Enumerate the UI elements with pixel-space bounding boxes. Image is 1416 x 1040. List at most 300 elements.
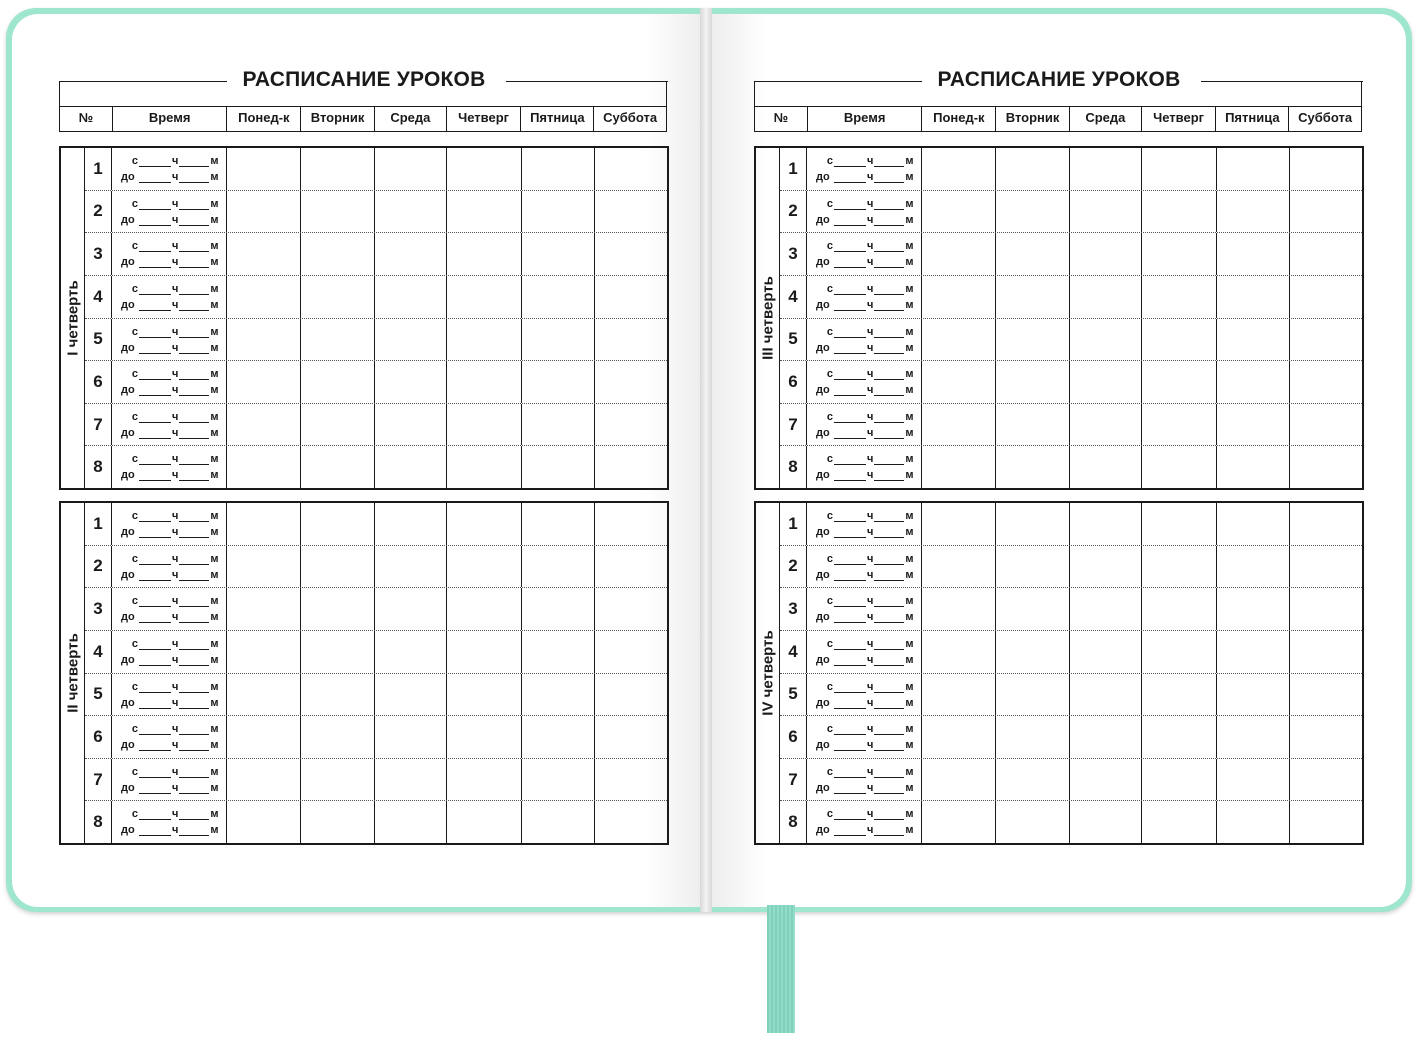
lesson-cell[interactable] [1289, 361, 1362, 403]
time-cell[interactable] [111, 503, 226, 545]
hour-blank [139, 639, 171, 650]
lesson-cell[interactable] [374, 361, 446, 403]
lesson-cell[interactable] [1069, 801, 1141, 843]
lesson-cell[interactable] [521, 716, 594, 758]
lesson-cell[interactable] [1069, 503, 1141, 545]
lesson-cell[interactable] [995, 148, 1069, 190]
title-row [754, 60, 1364, 91]
time-line [121, 762, 226, 778]
time-line [816, 650, 921, 666]
lesson-cell[interactable] [374, 191, 446, 233]
lesson-cell[interactable] [594, 233, 667, 275]
minute-blank [874, 570, 904, 581]
lesson-cell[interactable] [226, 361, 300, 403]
lesson-cell[interactable] [995, 233, 1069, 275]
time-cell[interactable] [111, 674, 226, 716]
lesson-cell[interactable] [374, 801, 446, 843]
lesson-cell[interactable] [446, 148, 521, 190]
time-cell[interactable] [111, 631, 226, 673]
lesson-cell[interactable] [1069, 148, 1141, 190]
lesson-cell[interactable] [300, 191, 374, 233]
lesson-cell[interactable] [374, 588, 446, 630]
lesson-cell[interactable] [374, 233, 446, 275]
lesson-cell[interactable] [300, 446, 374, 488]
lesson-cell[interactable] [226, 801, 300, 843]
minute-suffix: м [210, 298, 219, 311]
lesson-cell[interactable] [226, 674, 300, 716]
lesson-cell[interactable] [1141, 588, 1216, 630]
lesson-cell[interactable] [1289, 319, 1362, 361]
minute-blank [179, 454, 209, 465]
lesson-cell[interactable] [446, 801, 521, 843]
lesson-cell[interactable] [1289, 546, 1362, 588]
lesson-cell[interactable] [446, 674, 521, 716]
lesson-cell[interactable] [594, 716, 667, 758]
lesson-cell[interactable] [995, 631, 1069, 673]
lesson-cell[interactable] [1289, 446, 1362, 488]
minute-suffix: м [905, 155, 914, 167]
lesson-cell[interactable] [1289, 191, 1362, 233]
time-cell[interactable] [111, 801, 226, 843]
time-cell[interactable] [806, 361, 921, 403]
minute-blank [179, 655, 209, 666]
time-cell[interactable] [806, 801, 921, 843]
minute-blank [179, 199, 209, 210]
lesson-cell[interactable] [1216, 716, 1289, 758]
lesson-cell[interactable] [226, 319, 300, 361]
lesson-cell[interactable] [1216, 631, 1289, 673]
time-line [121, 295, 226, 311]
time-cell[interactable] [806, 148, 921, 190]
lesson-cell[interactable] [1216, 148, 1289, 190]
lesson-cell[interactable] [594, 191, 667, 233]
time-line [816, 607, 921, 623]
minute-suffix: м [210, 552, 219, 565]
lesson-cell[interactable] [1141, 503, 1216, 545]
lesson-cell[interactable] [521, 446, 594, 488]
time-cell[interactable] [111, 191, 226, 233]
lesson-cell[interactable] [921, 361, 995, 403]
time-prefix: до [816, 653, 830, 666]
time-cell[interactable] [111, 276, 226, 318]
hour-blank [139, 740, 171, 751]
lesson-cell[interactable] [921, 276, 995, 318]
hour-suffix: ч [172, 696, 179, 709]
lesson-cell[interactable] [1069, 631, 1141, 673]
time-cell[interactable] [111, 446, 226, 488]
table-row [85, 233, 667, 276]
time-prefix: с [826, 595, 833, 608]
time-cell[interactable] [111, 148, 226, 190]
lesson-cell[interactable] [521, 503, 594, 545]
lesson-cell[interactable] [521, 276, 594, 318]
lesson-cell[interactable] [1216, 503, 1289, 545]
lesson-cell[interactable] [1141, 446, 1216, 488]
lesson-cell[interactable] [921, 588, 995, 630]
minute-suffix: м [905, 510, 914, 522]
time-line [816, 522, 921, 538]
lesson-cell[interactable] [521, 361, 594, 403]
lesson-cell[interactable] [446, 446, 521, 488]
hour-suffix: ч [172, 171, 179, 183]
hour-suffix: ч [172, 469, 179, 482]
lesson-cell[interactable] [1141, 191, 1216, 233]
time-cell[interactable] [806, 319, 921, 361]
time-cell[interactable] [806, 233, 921, 275]
hour-blank [139, 428, 171, 439]
time-prefix: до [121, 526, 135, 538]
lesson-cell[interactable] [1069, 404, 1141, 446]
lesson-cell[interactable] [300, 674, 374, 716]
time-cell[interactable] [806, 588, 921, 630]
lesson-cell[interactable] [1216, 404, 1289, 446]
lesson-cell[interactable] [995, 404, 1069, 446]
hour-suffix: ч [172, 256, 179, 269]
lesson-cell[interactable] [594, 801, 667, 843]
hour-suffix: ч [867, 298, 874, 311]
lesson-cell[interactable] [921, 148, 995, 190]
lesson-cell[interactable] [374, 148, 446, 190]
lesson-cell[interactable] [446, 716, 521, 758]
time-cell[interactable] [111, 546, 226, 588]
time-prefix: до [121, 469, 135, 482]
lesson-cell[interactable] [1216, 233, 1289, 275]
lesson-cell[interactable] [995, 588, 1069, 630]
lesson-cell[interactable] [1069, 233, 1141, 275]
lesson-cell[interactable] [521, 801, 594, 843]
lesson-cell[interactable] [921, 191, 995, 233]
lesson-cell[interactable] [1216, 361, 1289, 403]
lesson-number: 5 [93, 684, 103, 704]
minute-blank [874, 612, 904, 623]
lesson-cell[interactable] [1289, 148, 1362, 190]
lesson-cell[interactable] [1141, 404, 1216, 446]
lesson-cell[interactable] [446, 759, 521, 801]
lesson-cell[interactable] [1069, 361, 1141, 403]
time-prefix: с [826, 240, 833, 253]
minute-blank [179, 783, 209, 794]
lesson-cell[interactable] [521, 546, 594, 588]
lesson-number: 6 [93, 371, 103, 391]
lesson-cell[interactable] [446, 588, 521, 630]
time-line [121, 465, 226, 481]
column-header: Среда [374, 107, 446, 131]
lesson-cell[interactable] [374, 319, 446, 361]
lesson-cell[interactable] [1069, 276, 1141, 318]
lesson-cell[interactable] [594, 674, 667, 716]
time-line [121, 591, 226, 607]
bookmark-ribbon[interactable] [767, 905, 795, 1033]
lesson-cell[interactable] [226, 276, 300, 318]
lesson-cell[interactable] [921, 631, 995, 673]
lesson-cell[interactable] [995, 446, 1069, 488]
lesson-cell[interactable] [374, 446, 446, 488]
lesson-cell[interactable] [446, 191, 521, 233]
lesson-cell[interactable] [300, 716, 374, 758]
time-cell[interactable] [111, 233, 226, 275]
lesson-cell[interactable] [446, 631, 521, 673]
lesson-cell[interactable] [446, 276, 521, 318]
lesson-cell[interactable] [446, 361, 521, 403]
lesson-cell[interactable] [226, 631, 300, 673]
time-cell[interactable] [806, 759, 921, 801]
lesson-cell[interactable] [1289, 404, 1362, 446]
hour-suffix: ч [172, 808, 179, 821]
hour-blank [834, 172, 866, 183]
lesson-cell[interactable] [995, 191, 1069, 233]
lesson-cell[interactable] [521, 588, 594, 630]
table-row [780, 503, 1362, 546]
lesson-cell[interactable] [995, 716, 1069, 758]
lesson-cell[interactable] [995, 276, 1069, 318]
lesson-cell[interactable] [300, 148, 374, 190]
time-cell[interactable] [806, 191, 921, 233]
time-line [121, 607, 226, 623]
minute-blank [874, 825, 904, 836]
lesson-cell[interactable] [1141, 319, 1216, 361]
lesson-cell[interactable] [226, 446, 300, 488]
minute-suffix: м [905, 410, 914, 423]
lesson-cell[interactable] [521, 233, 594, 275]
lesson-cell[interactable] [374, 716, 446, 758]
lesson-cell[interactable] [1141, 801, 1216, 843]
minute-blank [179, 385, 209, 396]
time-cell[interactable] [806, 276, 921, 318]
lesson-cell[interactable] [300, 319, 374, 361]
time-cell[interactable] [806, 446, 921, 488]
time-cell[interactable] [806, 404, 921, 446]
lesson-cell[interactable] [594, 148, 667, 190]
lesson-cell[interactable] [226, 759, 300, 801]
lesson-cell[interactable] [300, 361, 374, 403]
minute-blank [179, 428, 209, 439]
lesson-cell[interactable] [995, 759, 1069, 801]
lesson-cell[interactable] [1216, 191, 1289, 233]
minute-suffix: м [905, 696, 914, 709]
lesson-cell[interactable] [521, 631, 594, 673]
lesson-cell[interactable] [1289, 233, 1362, 275]
lesson-cell[interactable] [300, 801, 374, 843]
hour-blank [139, 257, 171, 268]
lesson-cell[interactable] [226, 148, 300, 190]
hour-suffix: ч [172, 595, 179, 608]
hour-blank [834, 527, 866, 538]
lesson-cell[interactable] [995, 361, 1069, 403]
lesson-cell[interactable] [521, 319, 594, 361]
lesson-cell[interactable] [1141, 674, 1216, 716]
lesson-cell[interactable] [594, 319, 667, 361]
lesson-cell[interactable] [1216, 801, 1289, 843]
lesson-cell[interactable] [1289, 503, 1362, 545]
lesson-cell[interactable] [226, 588, 300, 630]
lesson-cell[interactable] [1216, 674, 1289, 716]
lesson-cell[interactable] [594, 361, 667, 403]
lesson-cell[interactable] [921, 503, 995, 545]
lesson-cell[interactable] [226, 716, 300, 758]
lesson-cell[interactable] [1069, 546, 1141, 588]
time-prefix: до [121, 568, 135, 581]
lesson-cell[interactable] [521, 191, 594, 233]
lesson-cell[interactable] [226, 191, 300, 233]
minute-suffix: м [210, 696, 219, 709]
lesson-number: 5 [788, 684, 798, 704]
lesson-cell[interactable] [921, 546, 995, 588]
lesson-cell[interactable] [921, 404, 995, 446]
lesson-cell[interactable] [446, 546, 521, 588]
time-prefix: с [131, 197, 138, 210]
lesson-cell[interactable] [995, 546, 1069, 588]
lesson-cell[interactable] [1141, 148, 1216, 190]
lesson-cell[interactable] [1289, 631, 1362, 673]
lesson-cell[interactable] [1141, 546, 1216, 588]
lesson-cell[interactable] [921, 674, 995, 716]
lesson-cell[interactable] [226, 503, 300, 545]
lesson-cell[interactable] [1069, 759, 1141, 801]
time-prefix: с [826, 552, 833, 565]
hour-blank [139, 327, 171, 338]
minute-suffix: м [210, 368, 219, 381]
lesson-cell[interactable] [300, 404, 374, 446]
lesson-cell[interactable] [1216, 588, 1289, 630]
lesson-cell[interactable] [374, 631, 446, 673]
lesson-cell[interactable] [300, 631, 374, 673]
lesson-cell[interactable] [1289, 801, 1362, 843]
lesson-cell[interactable] [1069, 191, 1141, 233]
lesson-cell[interactable] [374, 276, 446, 318]
time-prefix: до [816, 213, 830, 226]
lesson-cell[interactable] [1289, 759, 1362, 801]
lesson-cell[interactable] [1141, 361, 1216, 403]
lesson-cell[interactable] [300, 588, 374, 630]
time-cell[interactable] [111, 588, 226, 630]
quarter-label: II четверть [64, 633, 81, 713]
lesson-cell[interactable] [521, 759, 594, 801]
lesson-cell[interactable] [921, 319, 995, 361]
time-cell[interactable] [111, 361, 226, 403]
minute-blank [179, 596, 209, 607]
lesson-cell[interactable] [374, 503, 446, 545]
lesson-cell[interactable] [594, 503, 667, 545]
lesson-cell[interactable] [374, 546, 446, 588]
lesson-cell[interactable] [226, 404, 300, 446]
lesson-cell[interactable] [226, 546, 300, 588]
lesson-cell[interactable] [300, 233, 374, 275]
time-prefix: с [131, 368, 138, 381]
lesson-cell[interactable] [374, 674, 446, 716]
lesson-cell[interactable] [995, 801, 1069, 843]
lesson-cell[interactable] [446, 503, 521, 545]
lesson-cell[interactable] [594, 588, 667, 630]
book-spine [700, 8, 712, 912]
lesson-cell[interactable] [300, 546, 374, 588]
lesson-cell[interactable] [1141, 716, 1216, 758]
lesson-cell[interactable] [995, 319, 1069, 361]
lesson-cell[interactable] [995, 674, 1069, 716]
lesson-cell[interactable] [1216, 759, 1289, 801]
minute-suffix: м [905, 552, 914, 565]
lesson-cell[interactable] [1069, 446, 1141, 488]
time-prefix: с [826, 453, 833, 466]
time-prefix: с [826, 765, 833, 778]
time-cell[interactable] [111, 319, 226, 361]
lesson-cell[interactable] [1069, 716, 1141, 758]
time-cell[interactable] [806, 631, 921, 673]
lesson-cell[interactable] [374, 759, 446, 801]
lesson-cell[interactable] [921, 801, 995, 843]
time-cell[interactable] [111, 759, 226, 801]
lesson-cell[interactable] [1289, 674, 1362, 716]
lesson-cell[interactable] [446, 233, 521, 275]
lesson-cell[interactable] [594, 759, 667, 801]
hour-blank [834, 639, 866, 650]
lesson-cell[interactable] [921, 446, 995, 488]
lesson-cell[interactable] [521, 674, 594, 716]
lesson-cell[interactable] [1289, 276, 1362, 318]
lesson-cell[interactable] [446, 404, 521, 446]
lesson-cell[interactable] [921, 233, 995, 275]
lesson-cell[interactable] [1069, 588, 1141, 630]
lesson-cell[interactable] [1141, 276, 1216, 318]
hour-suffix: ч [867, 325, 874, 338]
lesson-cell[interactable] [995, 503, 1069, 545]
lesson-cell[interactable] [594, 404, 667, 446]
lesson-cell[interactable] [1216, 546, 1289, 588]
hour-blank [139, 655, 171, 666]
minute-blank [179, 682, 209, 693]
lesson-cell[interactable] [1141, 759, 1216, 801]
lesson-cell[interactable] [300, 503, 374, 545]
time-cell[interactable] [111, 404, 226, 446]
lesson-cell[interactable] [446, 319, 521, 361]
lesson-cell[interactable] [1069, 319, 1141, 361]
time-cell[interactable] [111, 716, 226, 758]
time-cell[interactable] [806, 503, 921, 545]
lesson-cell[interactable] [594, 546, 667, 588]
lesson-cell[interactable] [1216, 276, 1289, 318]
lesson-cell[interactable] [374, 404, 446, 446]
time-cell[interactable] [806, 674, 921, 716]
hour-blank [139, 172, 171, 183]
minute-suffix: м [210, 213, 219, 226]
lesson-number: 7 [788, 414, 798, 434]
time-cell[interactable] [806, 546, 921, 588]
lesson-cell[interactable] [921, 759, 995, 801]
lesson-cell[interactable] [300, 759, 374, 801]
lesson-cell[interactable] [1289, 716, 1362, 758]
lesson-cell[interactable] [921, 716, 995, 758]
lesson-cell[interactable] [1069, 674, 1141, 716]
lesson-cell[interactable] [521, 148, 594, 190]
lesson-cell[interactable] [1216, 319, 1289, 361]
lesson-cell[interactable] [1141, 631, 1216, 673]
lesson-cell[interactable] [521, 404, 594, 446]
lesson-cell[interactable] [594, 446, 667, 488]
hour-blank [834, 385, 866, 396]
lesson-cell[interactable] [226, 233, 300, 275]
lesson-number: 1 [788, 513, 798, 533]
lesson-cell[interactable] [594, 276, 667, 318]
minute-suffix: м [905, 526, 914, 538]
column-header: Понед-к [226, 107, 300, 131]
table-row [85, 674, 667, 717]
lesson-cell[interactable] [1289, 588, 1362, 630]
lesson-cell[interactable] [1216, 446, 1289, 488]
lesson-cell[interactable] [1141, 233, 1216, 275]
lesson-cell[interactable] [594, 631, 667, 673]
time-cell[interactable] [806, 716, 921, 758]
hour-blank [834, 215, 866, 226]
lesson-cell[interactable] [300, 276, 374, 318]
